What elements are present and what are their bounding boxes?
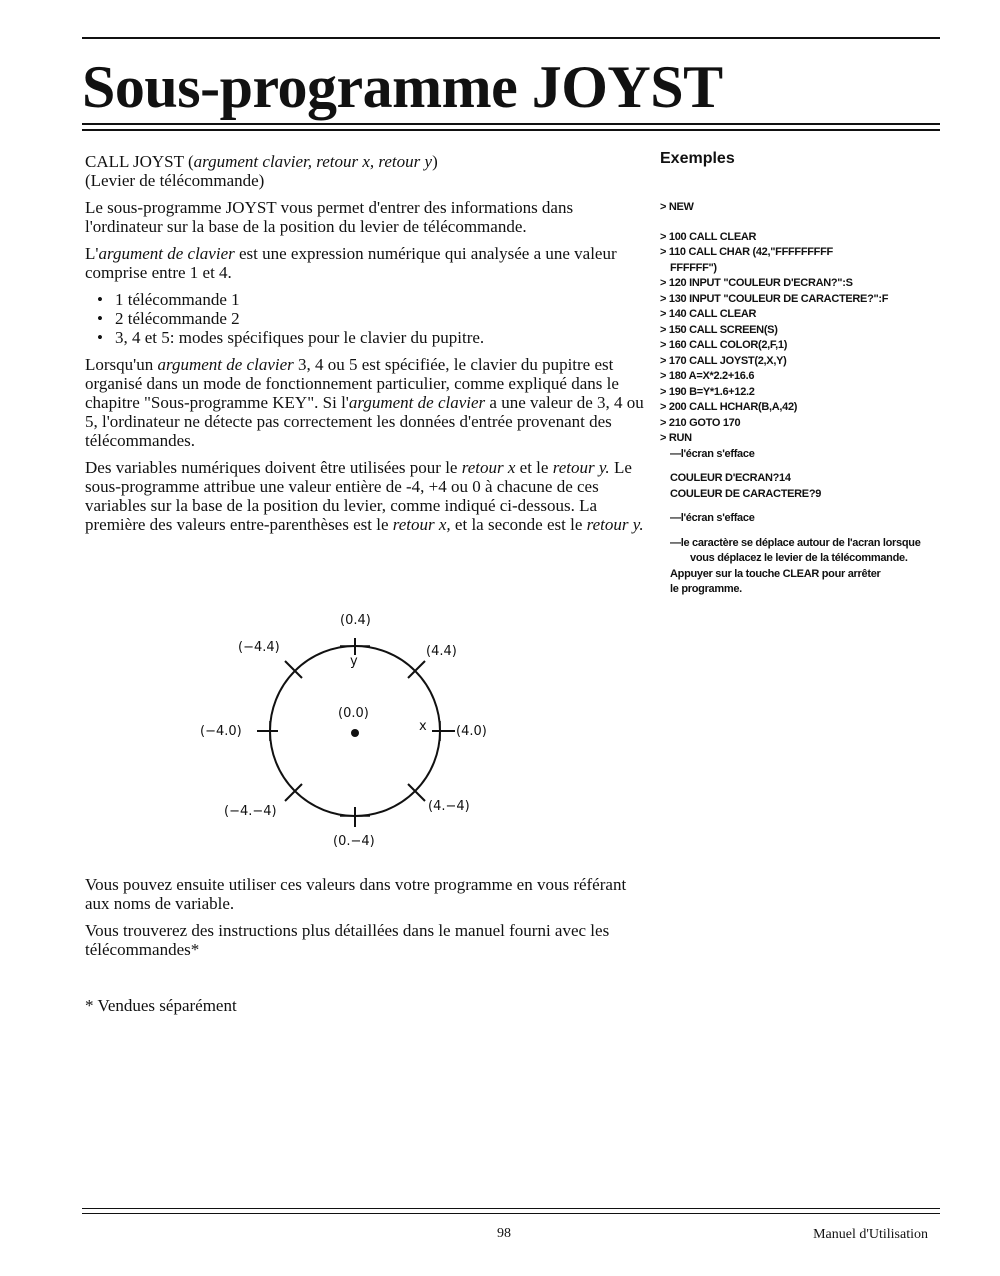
top-rule	[82, 37, 940, 39]
return-values-paragraph: Des variables numériques doivent être utilisées pour le retour x et le retour y. Le sous-programme attribue une valeur entière de -4, +4 ou 0 à chacune de ces variables sur la base de la position du levier, comme indiqué ci-dessous. La première des valeurs entre-parenthèses est le retour x, et la seconde est le retour y.	[85, 458, 644, 534]
keyboard-argument-paragraph: L'argument de clavier est une expression numérique qui analysée a une valeur comprise entre 1 et 4.	[85, 244, 617, 282]
code-line: > 150 CALL SCREEN(S)	[660, 323, 778, 336]
keyboard-values-list	[85, 290, 645, 347]
title-rule-lower	[82, 129, 940, 131]
label-bottom: (0.−4)	[333, 834, 375, 849]
output-line: COULEUR D'ECRAN?14	[670, 472, 791, 484]
output-line: vous déplacez le levier de la télécommande.	[690, 552, 908, 564]
code-line: > RUN	[660, 432, 692, 444]
output-line: COULEUR DE CARACTERE?9	[670, 487, 822, 500]
cross-top-right	[408, 661, 425, 678]
code-line: > 100 CALL CLEAR	[660, 230, 757, 243]
code-line: > 130 INPUT "COULEUR DE CARACTERE?":F	[660, 292, 889, 305]
cross-bottom-right	[408, 784, 425, 801]
label-left: (−4.0)	[200, 724, 242, 739]
code-line: > 190 B=Y*1.6+12.2	[660, 385, 755, 398]
code-line: > 140 CALL CLEAR	[660, 308, 757, 320]
label-top-left: (−4.4)	[238, 640, 280, 655]
label-top: (0.4)	[340, 613, 371, 628]
label-bottom-right: (4.−4)	[428, 799, 470, 814]
cross-top-left	[285, 661, 302, 678]
label-center: (0.0)	[338, 706, 369, 721]
code-line: > 170 CALL JOYST(2,X,Y)	[660, 354, 787, 367]
call-subtitle: (Levier de télécommande)	[85, 171, 265, 190]
main-text-column	[85, 152, 645, 542]
list-item: • 3, 4 et 5: modes spécifiques pour le clavier du pupitre.	[97, 328, 485, 347]
footnote: * Vendues séparément	[85, 996, 237, 1015]
call-arguments: argument clavier, retour x, retour y	[193, 152, 433, 171]
joystick-position-diagram	[190, 605, 490, 855]
variables-paragraph: Vous pouvez ensuite utiliser ces valeurs dans votre programme en vous référant aux noms de variable.	[85, 875, 627, 913]
list-item: • 2 télécommande 2	[97, 309, 240, 328]
label-bottom-left: (−4.−4)	[224, 804, 277, 819]
footer-rule-upper	[82, 1208, 940, 1209]
code-line: > NEW	[660, 201, 694, 213]
intro-paragraph: Le sous-programme JOYST vous permet d'entrer des informations dans l'ordinateur sur la base de la position du levier de télécommande.	[85, 198, 574, 236]
code-line: > 120 INPUT "COULEUR D'ECRAN?":S	[660, 277, 853, 289]
code-line: > 200 CALL HCHAR(B,A,42)	[660, 401, 798, 413]
code-line: > 160 CALL COLOR(2,F,1)	[660, 339, 788, 351]
footer-rule-lower	[82, 1213, 940, 1214]
manual-reference-paragraph: Vous trouverez des instructions plus détaillées dans le manuel fourni avec les télécommandes*	[85, 921, 610, 959]
manual-name: Manuel d'Utilisation	[813, 1227, 928, 1242]
output-line: le programme.	[670, 583, 742, 595]
page-title: Sous-programme JOYST	[82, 54, 723, 120]
closing-text	[85, 875, 645, 967]
label-top-right: (4.4)	[426, 644, 457, 659]
output-line: Appuyer sur la touche CLEAR pour arrêter	[670, 567, 881, 580]
bullet: •	[97, 290, 103, 309]
center-dot	[351, 729, 359, 737]
label-y-axis: y	[350, 654, 358, 669]
examples-heading: Exemples	[660, 150, 735, 167]
output-line: —l'écran s'efface	[670, 447, 755, 460]
code-line: > 210 GOTO 170	[660, 416, 741, 429]
call-syntax: CALL JOYST (argument clavier, retour x, retour y)	[85, 152, 438, 171]
page-number: 98	[497, 1226, 511, 1241]
label-x-axis: x	[419, 719, 427, 734]
label-right: (4.0)	[456, 724, 487, 739]
examples-column	[660, 150, 960, 598]
output-line: —l'écran s'efface	[670, 512, 755, 524]
output-line: —le caractère se déplace autour de l'acran lorsque	[670, 536, 921, 549]
code-line: > 110 CALL CHAR (42,"FFFFFFFFF	[660, 246, 833, 258]
keyboard-modes-paragraph: Lorsqu'un argument de clavier 3, 4 ou 5 est spécifiée, le clavier du pupitre est organisé dans un mode de fonctionnement particulier, comme expliqué dans le chapitre "Sous-programme KEY". Si l'argument de clavier a une valeur de 3, 4 ou 5, l'ordinateur ne détecte pas correctement les données d'entrée provenant des télécommandes.	[85, 355, 644, 450]
bullet: •	[97, 309, 103, 328]
code-line: > 180 A=X*2.2+16.6	[660, 370, 755, 382]
bullet: •	[97, 328, 103, 347]
cross-bottom-left	[285, 784, 302, 801]
list-item: • 1 télécommande 1	[97, 290, 240, 309]
example-code	[660, 200, 960, 598]
title-rule-upper	[82, 123, 940, 125]
code-line: FFFFFF")	[670, 261, 717, 274]
